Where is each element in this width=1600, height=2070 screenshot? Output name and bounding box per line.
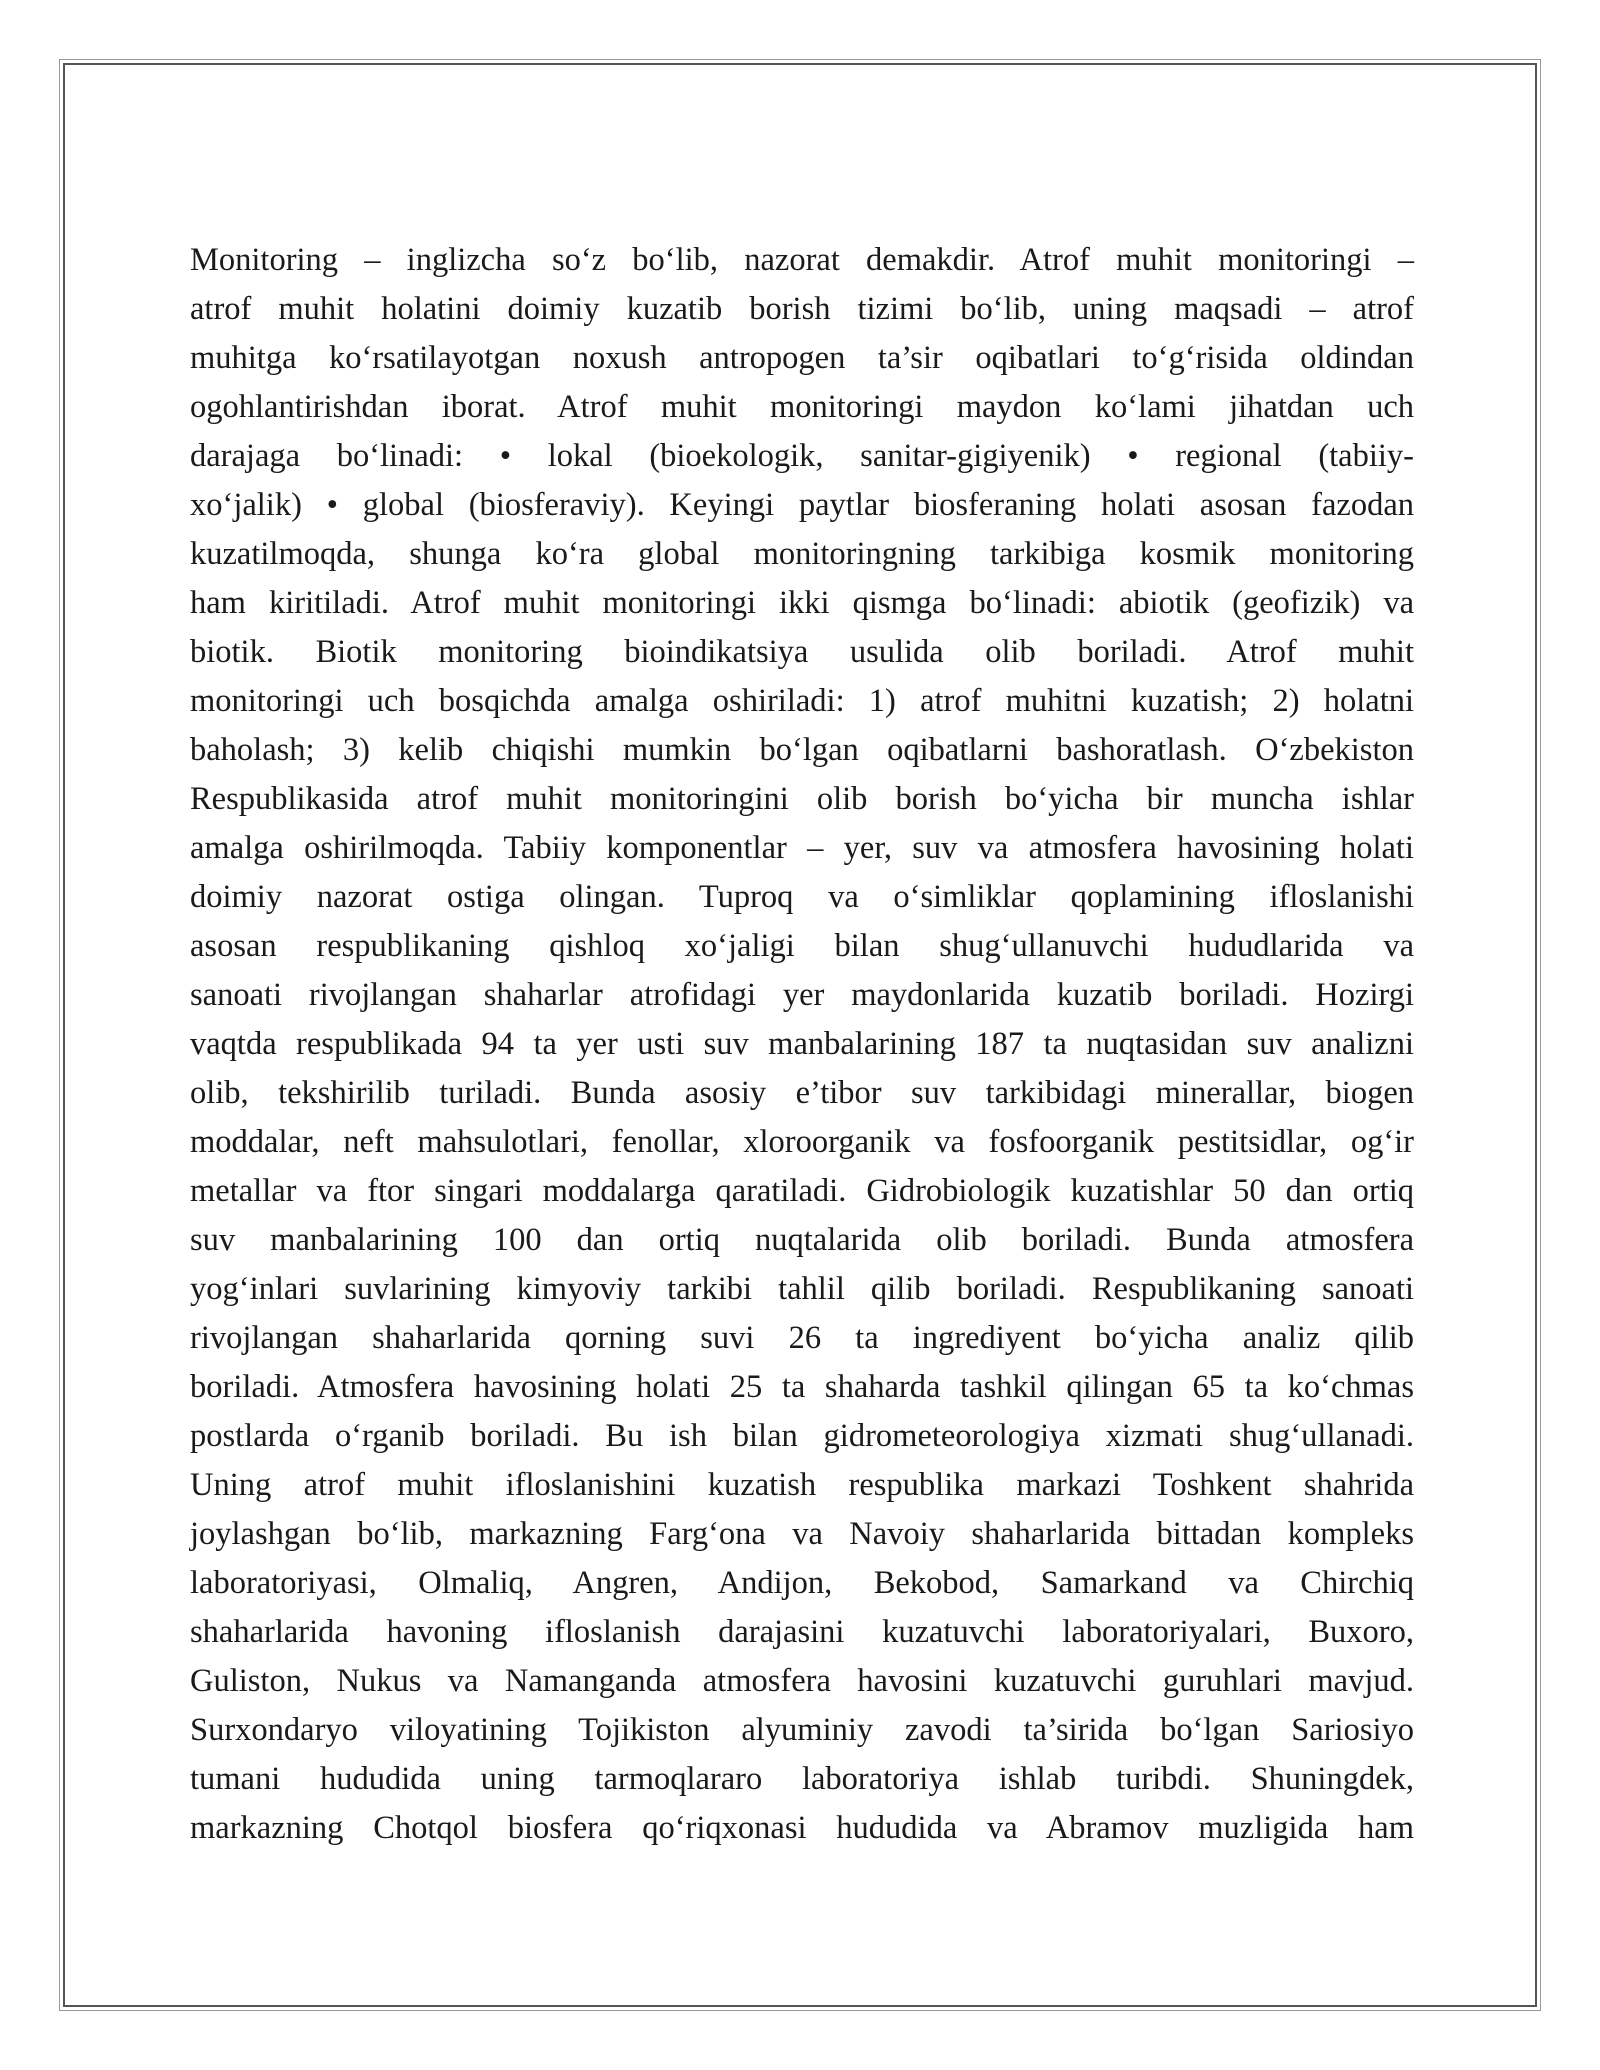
paragraph-line: ogohlantirishdan iborat. Atrof muhit monitoringi maydon ko‘lami jihatdan uch <box>190 389 1414 425</box>
paragraph-line: moddalar, neft mahsulotlari, fenollar, xloroorganik va fosfoorganik pestitsidlar, og‘ir <box>190 1124 1414 1160</box>
paragraph-line: amalga oshirilmoqda. Tabiiy komponentlar – yer, suv va atmosfera havosining holati <box>190 830 1414 866</box>
paragraph-line: darajaga bo‘linadi: • lokal (bioekologik, sanitar-gigiyenik) • regional (tabiiy- <box>190 438 1414 474</box>
paragraph-line: shaharlarida havoning ifloslanish darajasini kuzatuvchi laboratoriyalari, Buxoro, <box>190 1614 1414 1650</box>
paragraph-line: kuzatilmoqda, shunga ko‘ra global monitoringning tarkibiga kosmik monitoring <box>190 536 1414 572</box>
paragraph-line: suv manbalarining 100 dan ortiq nuqtalarida olib boriladi. Bunda atmosfera <box>190 1222 1414 1258</box>
paragraph-line: vaqtda respublikada 94 ta yer usti suv manbalarining 187 ta nuqtasidan suv analizni <box>190 1026 1414 1062</box>
paragraph-line: markazning Chotqol biosfera qo‘riqxonasi hududida va Abramov muzligida ham <box>190 1810 1414 1846</box>
paragraph-line: laboratoriyasi, Olmaliq, Angren, Andijon, Bekobod, Samarkand va Chirchiq <box>190 1565 1414 1601</box>
paragraph-line: baholash; 3) kelib chiqishi mumkin bo‘lgan oqibatlarni bashoratlash. O‘zbekiston <box>190 732 1414 768</box>
paragraph-line: Respublikasida atrof muhit monitoringini olib borish bo‘yicha bir muncha ishlar <box>190 781 1414 817</box>
paragraph-line: olib, tekshirilib turiladi. Bunda asosiy e’tibor suv tarkibidagi minerallar, biogen <box>190 1075 1414 1111</box>
paragraph-line: muhitga ko‘rsatilayotgan noxush antropogen ta’sir oqibatlari to‘g‘risida oldindan <box>190 340 1414 376</box>
paragraph-line: Monitoring – inglizcha so‘z bo‘lib, nazorat demakdir. Atrof muhit monitoringi – <box>190 242 1414 278</box>
paragraph-line: sanoati rivojlangan shaharlar atrofidagi yer maydonlarida kuzatib boriladi. Hozirgi <box>190 977 1414 1013</box>
paragraph-line: atrof muhit holatini doimiy kuzatib borish tizimi bo‘lib, uning maqsadi – atrof <box>190 291 1414 327</box>
paragraph-line: xo‘jalik) • global (biosferaviy). Keyingi paytlar biosferaning holati asosan fazodan <box>190 487 1414 523</box>
paragraph-line: asosan respublikaning qishloq xo‘jaligi bilan shug‘ullanuvchi hududlarida va <box>190 928 1414 964</box>
paragraph-line: Guliston, Nukus va Namanganda atmosfera havosini kuzatuvchi guruhlari mavjud. <box>190 1663 1414 1699</box>
paragraph-line: metallar va ftor singari moddalarga qaratiladi. Gidrobiologik kuzatishlar 50 dan ortiq <box>190 1173 1414 1209</box>
paragraph-line: doimiy nazorat ostiga olingan. Tuproq va o‘simliklar qoplamining ifloslanishi <box>190 879 1414 915</box>
paragraph-line: monitoringi uch bosqichda amalga oshiriladi: 1) atrof muhitni kuzatish; 2) holatni <box>190 683 1414 719</box>
paragraph-line: ham kiritiladi. Atrof muhit monitoringi ikki qismga bo‘linadi: abiotik (geofizik) va <box>190 585 1414 621</box>
paragraph-line: joylashgan bo‘lib, markazning Farg‘ona va Navoiy shaharlarida bittadan kompleks <box>190 1516 1414 1552</box>
paragraph-line: yog‘inlari suvlarining kimyoviy tarkibi tahlil qilib boriladi. Respublikaning sanoati <box>190 1271 1414 1307</box>
paragraph-line: biotik. Biotik monitoring bioindikatsiya usulida olib boriladi. Atrof muhit <box>190 634 1414 670</box>
paragraph-line: Uning atrof muhit ifloslanishini kuzatish respublika markazi Toshkent shahrida <box>190 1467 1414 1503</box>
paragraph-line: boriladi. Atmosfera havosining holati 25 ta shaharda tashkil qilingan 65 ta ko‘chmas <box>190 1369 1414 1405</box>
paragraph-line: postlarda o‘rganib boriladi. Bu ish bilan gidrometeorologiya xizmati shug‘ullanadi. <box>190 1418 1414 1454</box>
document-paragraph <box>190 236 1414 1853</box>
paragraph-line: tumani hududida uning tarmoqlararo laboratoriya ishlab turibdi. Shuningdek, <box>190 1761 1414 1797</box>
paragraph-line: rivojlangan shaharlarida qorning suvi 26 ta ingrediyent bo‘yicha analiz qilib <box>190 1320 1414 1356</box>
paragraph-line: Surxondaryo viloyatining Tojikiston alyuminiy zavodi ta’sirida bo‘lgan Sariosiyo <box>190 1712 1414 1748</box>
